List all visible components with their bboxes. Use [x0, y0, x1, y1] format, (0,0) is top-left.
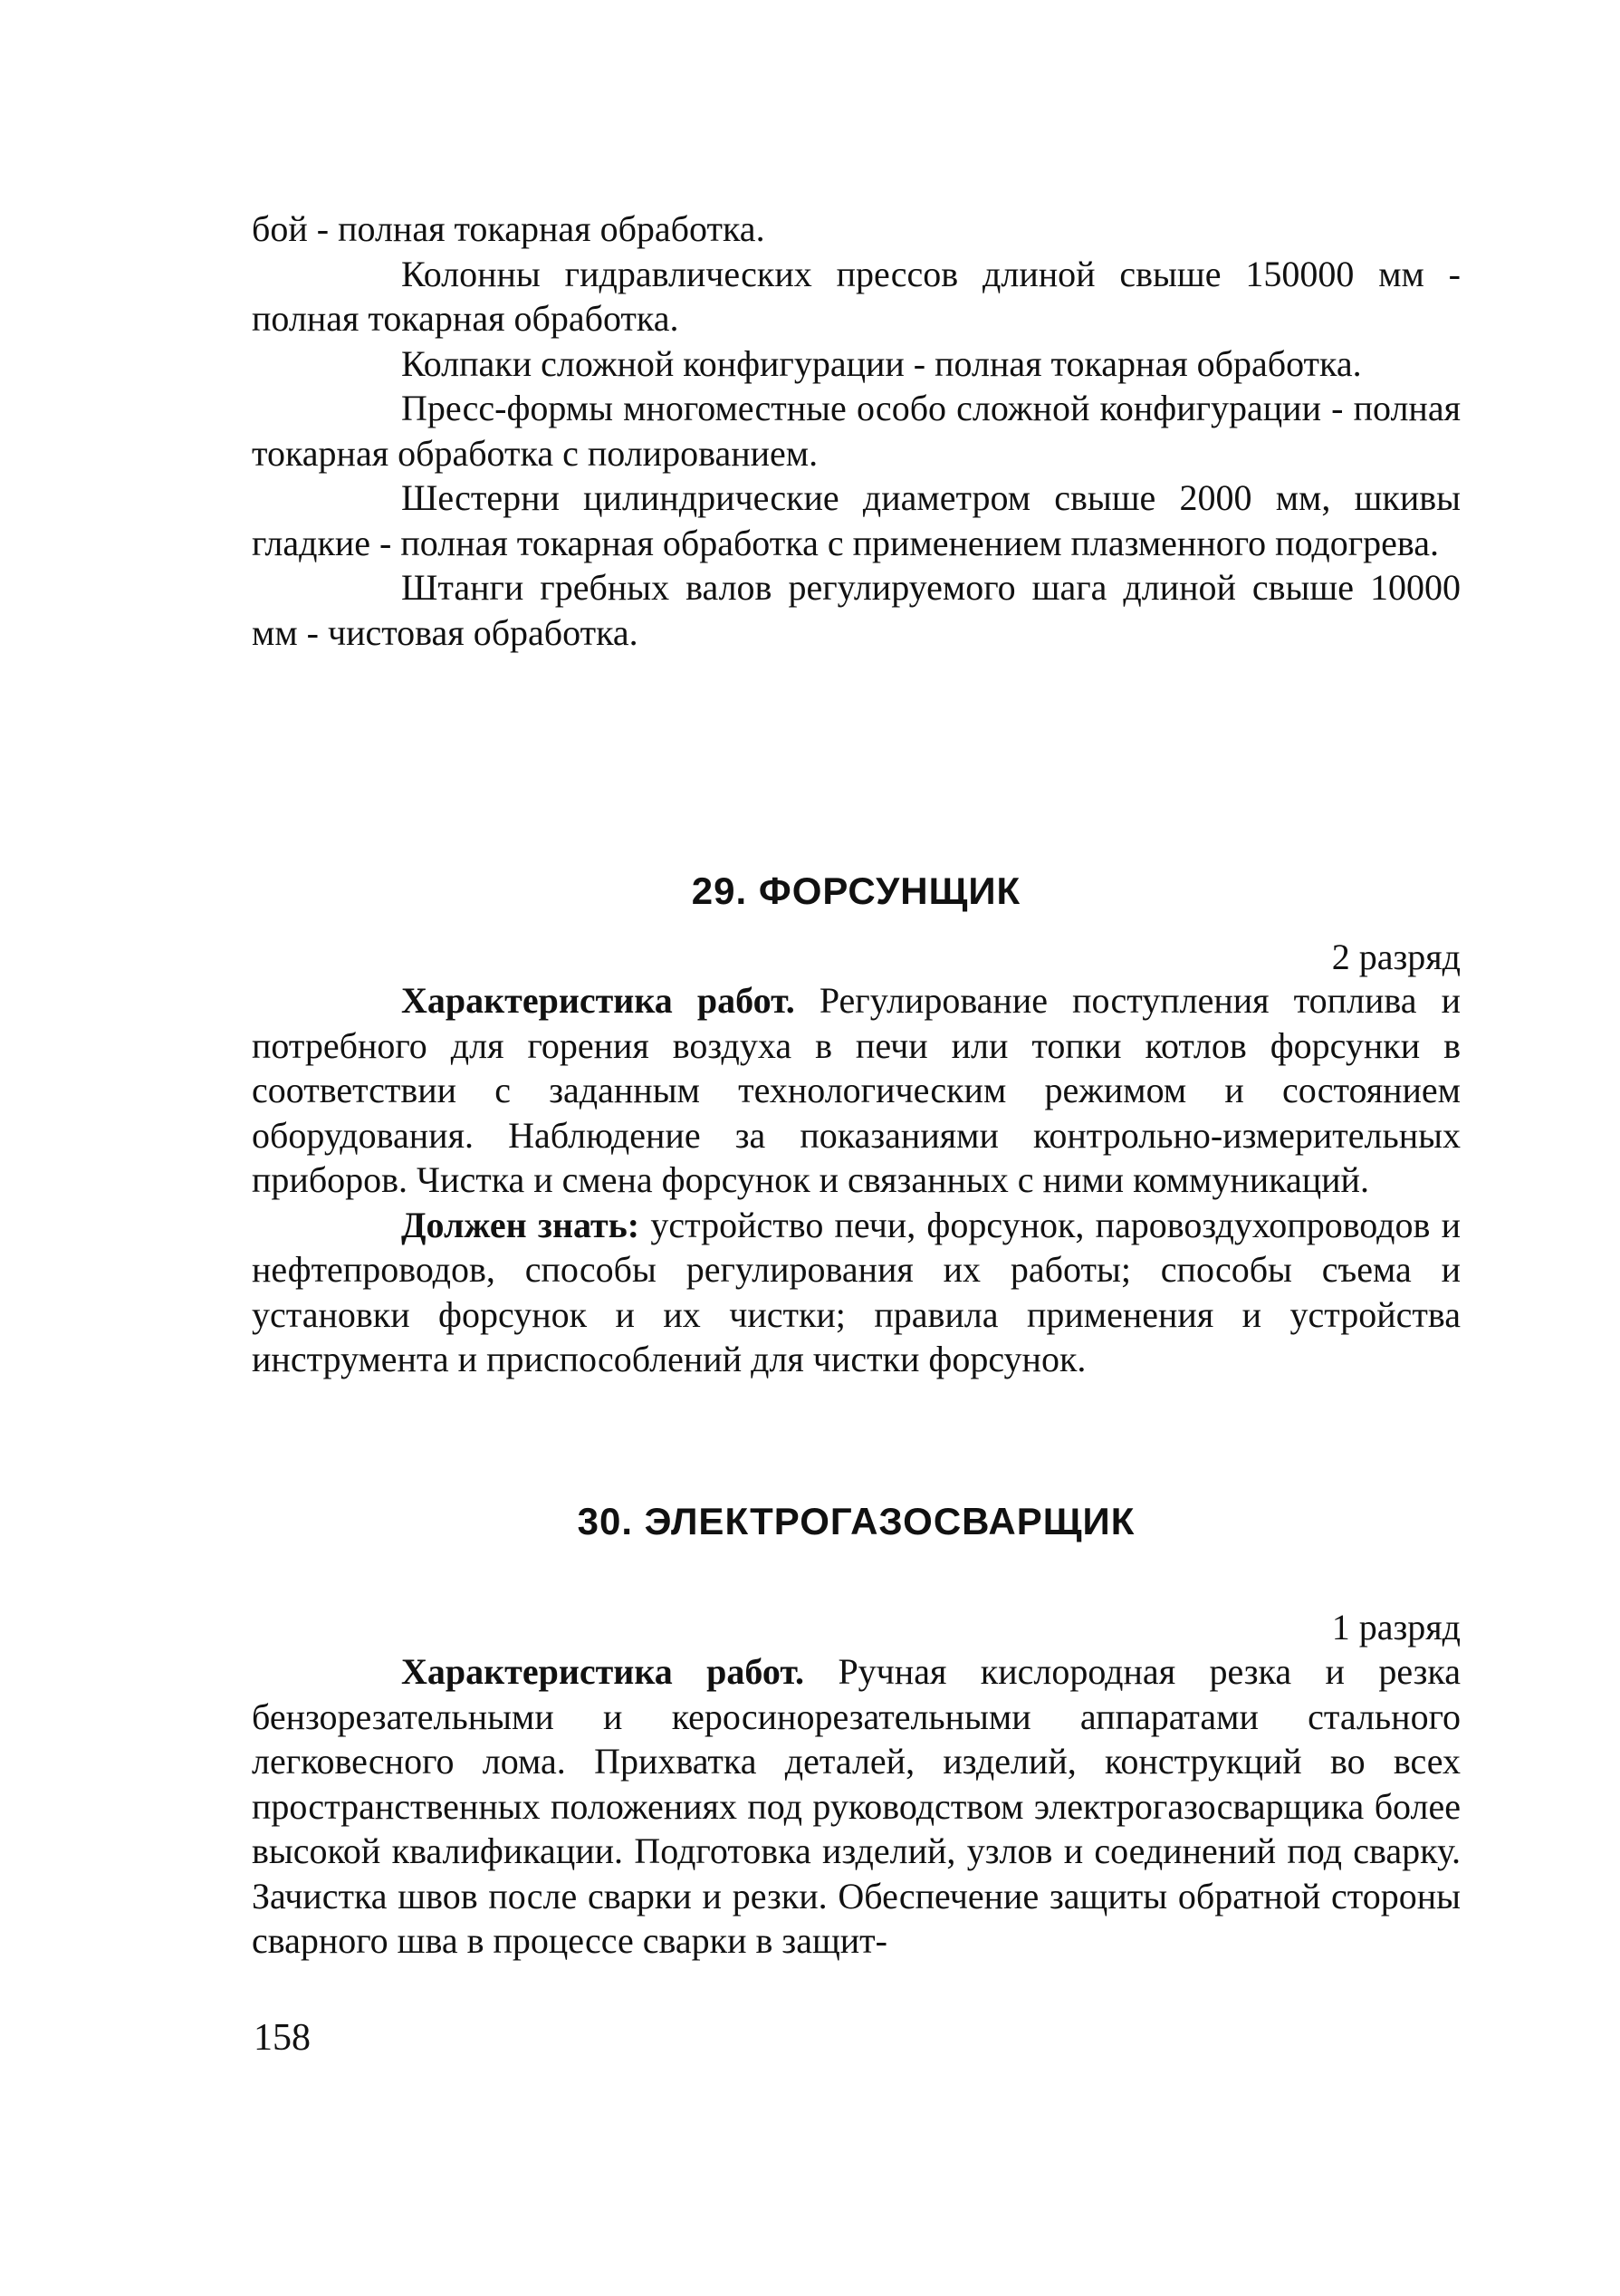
section-29-grade: 2 разряд	[1331, 937, 1461, 977]
paragraph-caps: Колпаки сложной конфигурации - полная токарная обработка.	[401, 342, 1362, 384]
section-29-body	[252, 978, 1461, 1382]
section-29-characteristic	[252, 978, 1461, 1203]
section-30-grade: 1 разряд	[1331, 1607, 1461, 1648]
section-30-characteristic	[252, 1649, 1461, 1964]
section-29-knowledge	[252, 1203, 1461, 1382]
paragraph-molds: Пресс-формы многоместные особо сложной конфигурации - полная токарная обработка с полированием.	[252, 388, 1461, 474]
section-30-title: 30. ЭЛЕКТРОГАЗОСВАРЩИК	[577, 1500, 1136, 1542]
section-29-knowledge-text: устройство печи, форсунок, паровоздухопроводов и нефтепроводов, способы регулирования их работы; способы съема и установки форсунок и их чистки; правила применения и устройства инструмента и приспособлений для чистки форсунок.	[252, 1204, 1462, 1379]
section-29-title: 29. ФОРСУНЩИК	[691, 869, 1021, 912]
paragraph-rods: Штанги гребных валов регулируемого шага длиной свыше 10000 мм - чистовая обработка.	[252, 567, 1461, 653]
continuation-block	[252, 207, 1461, 655]
paragraph-continued: бой - полная токарная обработка.	[252, 208, 765, 249]
section-30-body	[252, 1649, 1461, 1964]
section-29-characteristic-text: Регулирование поступления топлива и потребного для горения воздуха в печи или топки котлов форсунки в соответствии с заданным технологическим режимом и состоянием оборудования. Наблюдение за показаниями контрольно-измерительных приборов. Чистка и смена форсунок и связанных с ними коммуникаций.	[252, 980, 1462, 1200]
paragraph-gears: Шестерни цилиндрические диаметром свыше 2000 мм, шкивы гладкие - полная токарная обработка с применением плазменного подогрева.	[252, 477, 1461, 563]
section-29-characteristic-label: Характеристика работ.	[401, 980, 795, 1021]
page-number: 158	[254, 2017, 311, 2059]
section-30-characteristic-label: Характеристика работ.	[401, 1651, 805, 1692]
section-30-characteristic-text: Ручная кислородная резка и резка бензорезательными и керосинорезательными аппаратами стального легковесного лома. Прихватка деталей, изделий, конструкций во всех пространственных положениях под руководством электрогазосварщика более высокой квалификации. Подготовка изделий, узлов и соединений под сварку. Зачистка швов после сварки и резки. Обеспечение защиты обратной стороны сварного шва в процессе сварки в защит-	[252, 1651, 1461, 1961]
paragraph-columns: Колонны гидравлических прессов длиной свыше 150000 мм - полная токарная обработка.	[252, 253, 1461, 339]
section-29-knowledge-label: Должен знать:	[401, 1204, 640, 1245]
